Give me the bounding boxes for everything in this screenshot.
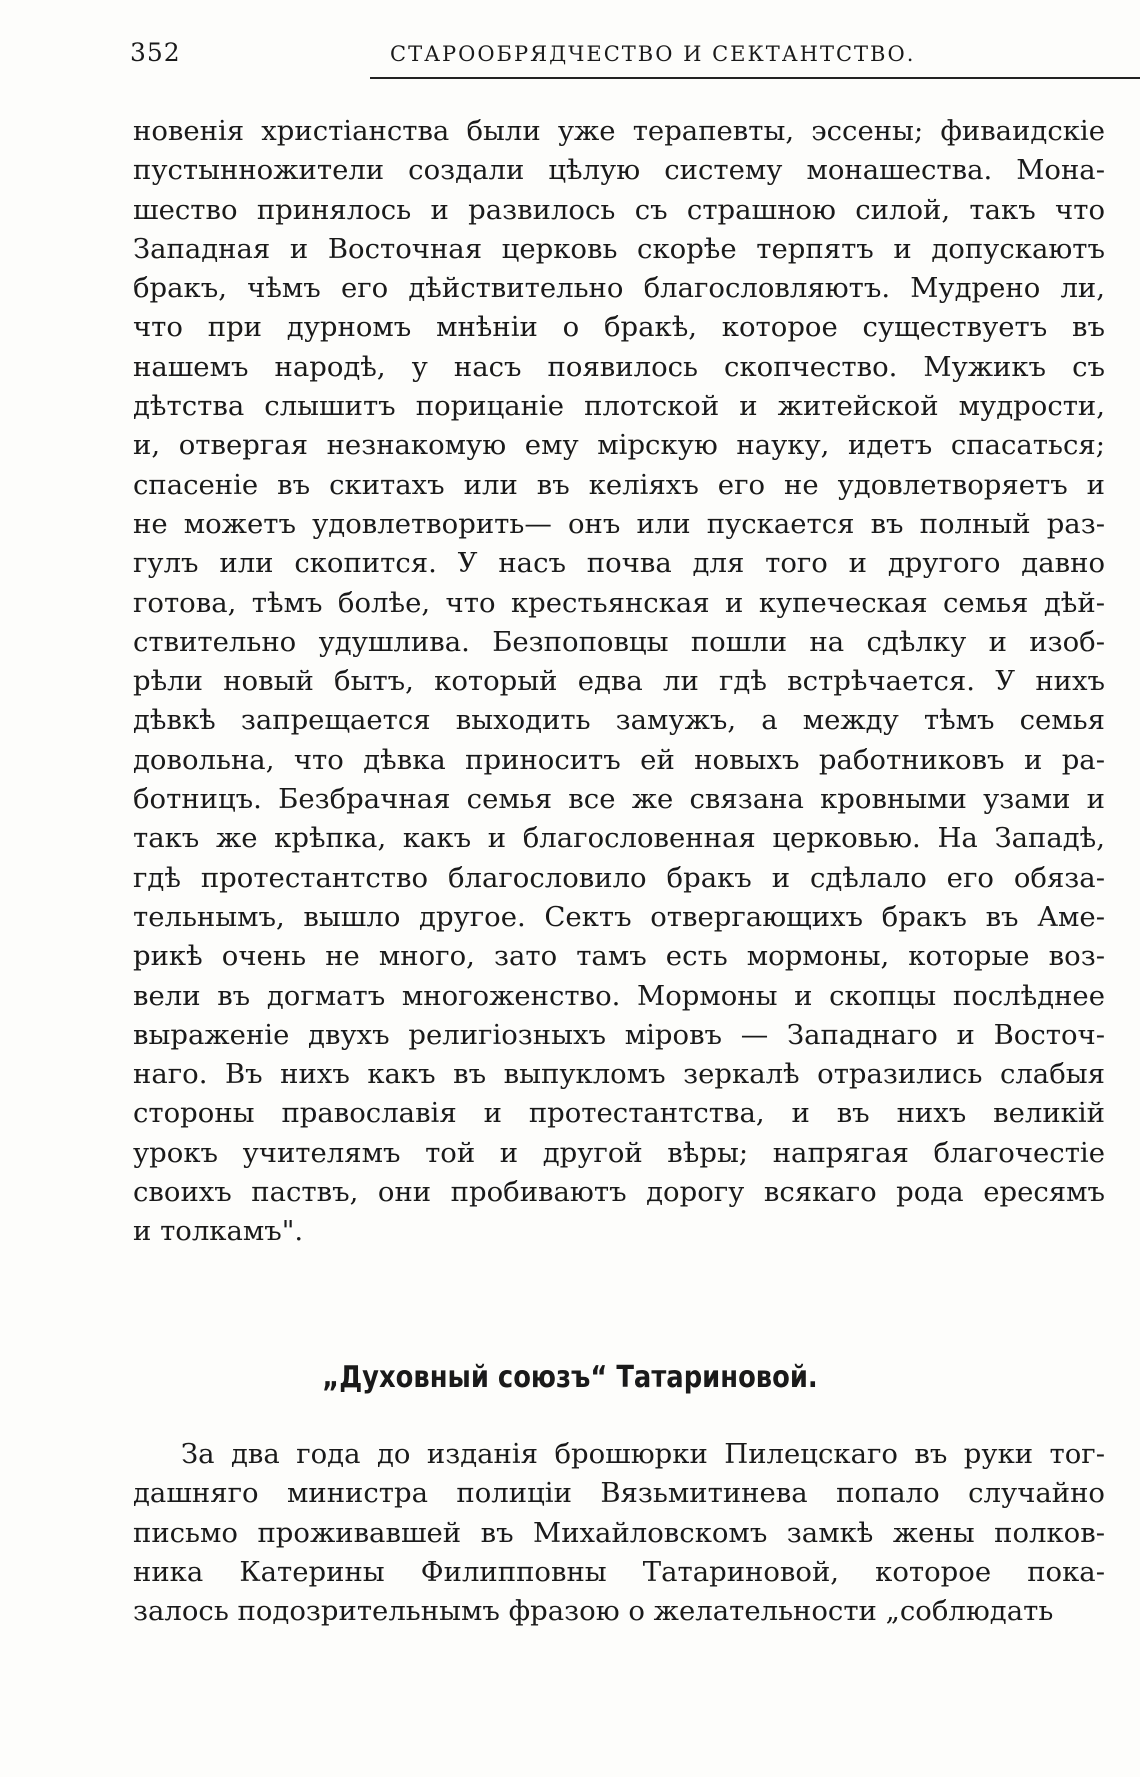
running-head: СТАРООБРЯДЧЕСТВО И СЕКТАНТСТВО.	[390, 42, 916, 66]
text-line: ствительно удушлива. Безпоповцы пошли на сдѣлку и изоб-	[133, 625, 1105, 658]
text-line: довольна, что дѣвка приноситъ ей новыхъ работниковъ и ра-	[133, 743, 1105, 776]
text-line: нашемъ народѣ, у насъ появилось скопчество. Мужикъ съ	[133, 350, 1105, 383]
text-line: рѣли новый бытъ, который едва ли гдѣ встрѣчается. У нихъ	[133, 665, 1105, 698]
page-header	[130, 38, 1110, 78]
text-line: гдѣ протестантство благословило бракъ и сдѣлало его обяза-	[133, 861, 1105, 894]
text-line: бракъ, чѣмъ его дѣйствительно благословляютъ. Мудрено ли,	[133, 272, 1105, 305]
text-line: дѣтства слышитъ порицаніе плотской и житейской мудрости,	[133, 390, 1105, 423]
text-line: не можетъ удовлетворить— онъ или пускается въ полный раз-	[133, 507, 1105, 540]
text-line: За два года до изданія брошюрки Пилецскаго въ руки тог-	[181, 1438, 1105, 1470]
text-line: урокъ учителямъ той и другой вѣры; напрягая благочестіе	[133, 1136, 1105, 1169]
page-number: 352	[130, 38, 181, 67]
text-line: выраженіе двухъ религіозныхъ міровъ — Западнаго и Восточ-	[133, 1018, 1105, 1051]
text-line: ботницъ. Безбрачная семья все же связана кровными узами и	[133, 783, 1105, 816]
section-paragraph	[133, 1435, 1105, 1631]
text-line: гулъ или скопится. У насъ почва для того и другого давно	[133, 547, 1105, 580]
text-line: готова, тѣмъ болѣе, что крестьянская и купеческая семья дѣй-	[133, 586, 1105, 619]
text-line: тельнымъ, вышло другое. Сектъ отвергающихъ бракъ въ Аме-	[133, 900, 1105, 933]
text-line: наго. Въ нихъ какъ въ выпукломъ зеркалѣ отразились слабыя	[133, 1058, 1105, 1091]
text-line: шество принялось и развилось съ страшною силой, такъ что	[133, 193, 1105, 226]
text-line: стороны православія и протестантства, и въ нихъ великій	[133, 1097, 1105, 1130]
text-line: дѣвкѣ запрещается выходить замужъ, а между тѣмъ семья	[133, 704, 1105, 737]
body-paragraph	[133, 112, 1105, 1252]
header-rule	[370, 77, 1140, 79]
text-line: и, отвергая незнакомую ему мірскую науку, идетъ спасаться;	[133, 429, 1105, 462]
text-line: вели въ догматъ многоженство. Мормоны и скопцы послѣднее	[133, 979, 1105, 1012]
text-line: Западная и Восточная церковь скорѣе терпятъ и допускаютъ	[133, 232, 1105, 265]
text-line: дашняго министра полиціи Вязьмитинева попало случайно	[133, 1477, 1105, 1510]
text-line: рикѣ очень не много, зато тамъ есть мормоны, которые воз-	[133, 940, 1105, 973]
text-line: такъ же крѣпка, какъ и благословенная церковью. На Западѣ,	[133, 822, 1105, 855]
text-line: ника Катерины Филипповны Татариновой, которое пока-	[133, 1555, 1105, 1588]
text-line: и толкамъ".	[133, 1215, 304, 1248]
text-line: что при дурномъ мнѣніи о бракѣ, которое существуетъ въ	[133, 311, 1105, 344]
text-line: новенія христіанства были уже терапевты, эссены; фиваидскіе	[133, 115, 1105, 147]
text-line: спасеніе въ скитахъ или въ келіяхъ его не удовлетворяетъ и	[133, 468, 1105, 501]
text-line: залось подозрительнымъ фразою о желательности „соблюдать	[133, 1595, 1054, 1628]
section-title: „Духовный союзъ“ Татариновой.	[322, 1360, 818, 1395]
text-line: письмо проживавшей въ Михайловскомъ замкѣ жены полков-	[133, 1516, 1105, 1549]
text-line: пустынножители создали цѣлую систему монашества. Мона-	[133, 154, 1105, 187]
text-line: своихъ паствъ, они пробиваютъ дорогу всякаго рода ересямъ	[133, 1176, 1105, 1209]
